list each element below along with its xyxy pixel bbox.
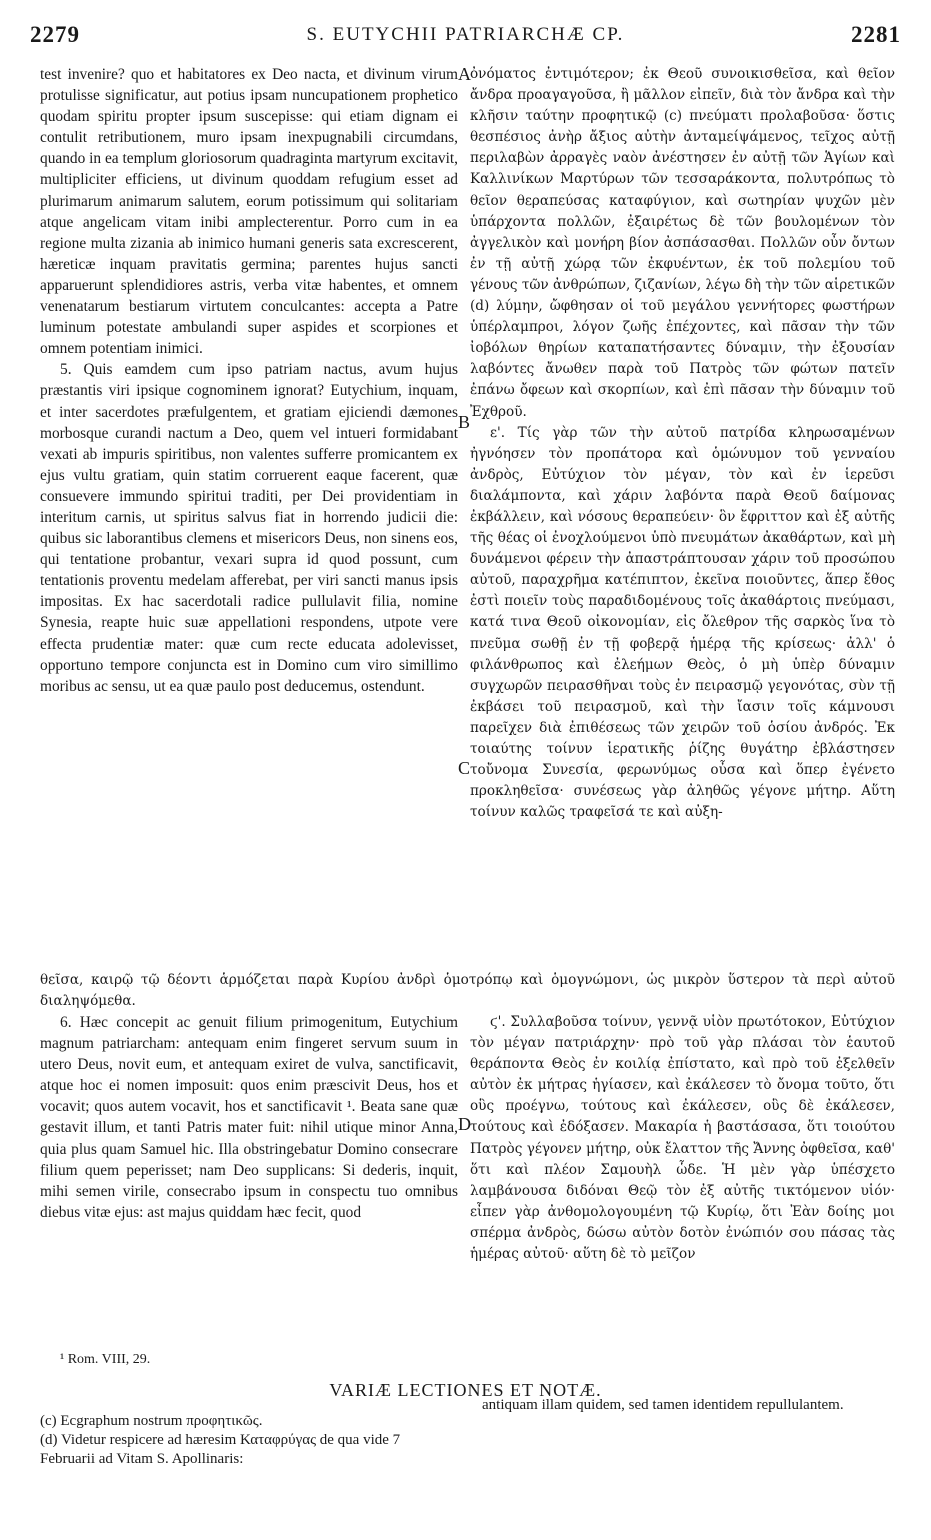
latin-column-top: [40, 64, 458, 697]
greek-full-width-line: θεῖσα, καιρῷ τῷ δέοντι ἁρμόζεται παρὰ Κυρίου ἀνδρὶ ὁμοτρόπῳ καὶ ὁμογνώμονι, ὡς μικρὸν ὕστερον τὰ περὶ αὐτοῦ διαληψόμεθα.: [40, 972, 895, 1010]
notes-title: VARIÆ LECTIONES ET NOTÆ.: [329, 1380, 602, 1400]
latin-paragraph: 5. Quis eamdem cum ipso patriam nactus, avum hujus præstantis viri ipsique cognominem ignorat? Eutychium, inquam, et inter sacerdotes præfulgentem, et gratiam ejiciendi dæmones morbosque curandi nactum a Deo, quem vel intueri formidabant vexati ab impuris spiritibus, non valentes sufferre promicantem ex ejus vultu gratiam, quin statim corruerent eaque facerent, quæ consuevere immundo spiritui traditi, per Dei providentiam in interitum carnis, ut spiritus salvus fiat in horrendo judicii die: quibus sic laborantibus clemens et misericors Deus, non sinens eos, qui tentatione probantur, vexari supra id quod possunt, cum tentationis proventu medelam afferebat, per viri sancti manus ipsis impositas. Ex hac sacerdotali radice pullulavit filia, nomine Synesia, reapte huic suæ appellationi respondens, utpote vere effecta prudentiæ mater: quæ cum recte educata adolevisset, opportuno tempore conjuncta est in Domino cum viro simillimo moribus ac sensu, ut ea quæ paulo post deducemus, ostendunt.: [40, 361, 458, 695]
greek-column-top: [470, 64, 895, 823]
note-entry: (c) Ecgraphum nostrum προφητικῶς.: [40, 1413, 263, 1429]
margin-marker-d: D: [458, 1114, 471, 1134]
margin-marker-a: A: [458, 64, 471, 84]
greek-paragraph: ϛ'. Συλλαβοῦσα τοίνυν, γεννᾷ υἱὸν πρωτότοκον, Εὐτύχιον τὸν μέγαν πατριάρχην· πρὸ τοῦ γὰρ πλάσαι τὸν ἑαυτοῦ θεράποντα Θεὸς ἐν κοιλίᾳ ἐπίστατο, καὶ πρὸ τοῦ ἐξελθεῖν αὐτὸν ἐκ μήτρας ἡγίασεν, καὶ ἐκάλεσεν τὸ ὄνομα τοῦτο, ὅτι οὓς προέγνω, τούτους καὶ ἐκάλεσεν, οὓς δὲ ἐκάλεσεν, τούτους καὶ ἐδόξασεν. Μακαρία ἡ βαστάσασα, ὅτι τοιούτου Πατρὸς γέγονεν μήτηρ, οὐκ ἔλαττον τῆς Ἄννης ὀφθεῖσα, καθ' ὅτι καὶ πλέον Σαμουὴλ ὧδε. Ἡ μὲν γὰρ ὑπέσχετο λαμβάνουσα διδόναι Θεῷ τὸν ἐξ αὐτῆς τικτόμενον υἱόν· εἶπεν γὰρ ἀνθομολογουμένη τῷ Κυρίῳ, ὅτι Ἐὰν δοίης μοι σπέρμα ἀνδρὸς, δώσω αὐτὸν δοτὸν ἐνώπιόν σου πάσας τὰς ἡμέρας αὐτοῦ· αὕτη δὲ τὸ μεῖζον: [470, 1014, 895, 1263]
margin-marker-b: B: [458, 412, 471, 432]
margin-marker-c: C: [458, 758, 471, 778]
page-number-left: 2279: [30, 22, 80, 47]
greek-paragraph: ὀνόματος ἐντιμότερον; ἐκ Θεοῦ συνοικισθεῖσα, καὶ θεῖον ἄνδρα προαγαγοῦσα, ἢ μᾶλλον εἰπεῖν, διὰ τὸν ἄνδρα καὶ τὴν κλῆσιν ταύτην προφητικῷ (c) πνεύματι προλαβοῦσα· ὅστις θεσπέσιος ἀνὴρ ἄξιος αὐτὴν ἀνταμείψάμενος, τεῖχος αὐτῇ περιλαβὼν ἀρραγὲς ναὸν ἀνέστησεν ἐν αὐτῇ τῶν Ἁγίων καὶ Καλλινίκων Μαρτύρων τῶν τεσσαράκοντα, πολυτρόπως τὸ θεῖον θεραπεύσας καταφύγιον, καὶ σωτηρίαν ψυχῶν μὲν ὑπάρχοντα πολλῶν, ἐξαιρέτως δὲ τῶν βουλομένων τὸν ἀγγελικὸν καὶ μονήρη βίον ἀσπάσασθαι. Πολλῶν οὖν ὄντων ἐν τῇ αὐτῇ χώρᾳ τῶν ἐκφυέντων, ἐκ τοῦ πολεμίου τοῦ γένους τῶν ἀνθρώπων, ζιζανίων, λέγω δὴ τὴν τῶν αἱρετικῶν (d) λύμην, ὤφθησαν οἱ τοῦ μεγάλου γεννήτορες φωστήρων ὑπέρλαμπροι, λόγον ζωῆς ἐπέχοντες, καὶ πᾶσαν τὴν τῶν ἰοβόλων θηρίων καταπατήσαντες δύναμιν, τὴν ἐξουσίαν λαβόντες ἄνωθεν παρὰ τοῦ Πατρὸς τῶν φώτων πατεῖν ἐπάνω ὄφεων καὶ σκορπίων, καὶ ἐπὶ πᾶσαν τὴν δύναμιν τοῦ Ἐχθροῦ.: [470, 66, 895, 420]
note-entry: antiquam illam quidem, sed tamen identidem repullulantem.: [482, 1397, 844, 1413]
note-entry: (d) Videtur respicere ad hæresim Καταφρύγας de qua vide 7 Februarii ad Vitam S. Apollinaris:: [40, 1432, 401, 1467]
latin-paragraph: test invenire? quo et habitatores ex Deo nacta, et divinum virum protulisse significatur, aut potius ipsam nuncupationem prophetico quodam spiritu propter ipsum suscepisse: qui etiam dignam ei contulit retributionem, muro ipsam inexpugnabili circumdans, quando in ea templum gloriosorum quadraginta martyrum excitavit, multipliciter efficiens, ut divinum quoddam refugium esset ad plurimarum animarum salutem, eorum potissimum qui solitariam atque angelicam vitam inibi amplecterentur. Porro cum in ea regione multa zizania ab inimico humani generis sata excrescerent, hæreticæ inquam pravitatis germina; parentes hujus sancti apparuerunt splendidiores astris, verba vitæ habentes, et omnem venenatarum bestiarum virtutem conculcantes: accepta a Patre luminum potestate ambulandi super aspides et scorpiones et omnem potentiam inimici.: [40, 66, 459, 358]
page-number-right: 2281: [851, 22, 901, 47]
footnote: ¹ Rom. VIII, 29.: [60, 1352, 151, 1367]
running-title: S. EUTYCHII PATRIARCHÆ CP.: [306, 24, 625, 45]
notes-left-column: [40, 1412, 458, 1469]
greek-paragraph: ε'. Τίς γὰρ τῶν τὴν αὐτοῦ πατρίδα κληρωσαμένων ἠγνόησεν τὸν προπάτορα καὶ ὁμώνυμον τοῦ γενναίου ἀνδρὸς, Εὐτύχιον τὸν μέγαν, τὸν καὶ ἐν ἱερεῦσι διαλάμποντα, καὶ χάριν λαβόντα παρὰ Θεοῦ δαίμονας ἐκβάλλειν, καὶ νόσους θεραπεύειν· ὃν ἔφριττον καὶ ἐξ αὐτῆς τῆς θέας οἱ ἐνοχλούμενοι ὑπὸ πνευμάτων ἀκαθάρτων, καὶ μὴ δυνάμενοι φέρειν τὴν ἀπαστράπτουσαν χάριν τοῦ προσώπου αὐτοῦ, παραχρῆμα κατέπιπτον, ἐκεῖνα ποιοῦντες, ἅπερ ἔθος ἐστὶ ποιεῖν τοὺς παραδιδομένους τοῖς ἀκαθάρτοις πνεύμασι, κατά τινα Θεοῦ οἰκονομίαν, εἰς ὄλεθρον τῆς σαρκὸς ἵνα τὸ πνεῦμα σωθῇ ἐν τῇ φοβερᾷ ἡμέρᾳ τῆς κρίσεως· ἀλλ' ὁ φιλάνθρωπος καὶ ἐλεήμων Θεὸς, ὁ μὴ ὑπὲρ δύναμιν συγχωρῶν πειρασθῆναι τοὺς ἐν πειρασμῷ γεγονότας, σὺν τῇ ἐκβάσει τοῦ πειρασμοῦ, καὶ τὴν ἴασιν τοῖς κάμνουσι παρεῖχεν διὰ ἐπιθέσεως τῶν χειρῶν τοῦ ὁσίου ἀνδρός. Ἐκ τοιαύτης τοίνυν ἱερατικῆς ῥίζης θυγάτηρ ἐβλάστησεν τοὔνομα Συνεσία, φερωνύμως οὖσα καὶ ὅπερ ἐγένετο προκληθεῖσα· συνέσεως γὰρ ἀληθῶς γέγονε μήτηρ. Αὕτη τοίνυν καλῶς τραφεῖσά τε καὶ αὐξη-: [470, 424, 895, 821]
latin-paragraph: 6. Hæc concepit ac genuit filium primogenitum, Eutychium magnum patriarcham: antequam enim fingeret servum suum in utero Deus, novit eum, et antequam exiret de vulva, sanctificavit, atque hoc ei nomen imposuit: quos enim præscivit Deus, hos et vocavit; quos autem vocavit, hos et sanctificavit ¹. Beata sane quæ gestavit illum, et tanti Patris mater fuit: nihil utique minor Anna, quia plus quam Samuel hic. Illa obstringebatur Domino consecrare filium quem peperisset; nam Deo supplicans: Si dederis, inquit, mihi semen virile, consecrabo ipsum in conspectu tuo omnibus diebus vitæ ejus: ast majus quiddam hæc fecit, quod: [40, 1014, 458, 1221]
page-header: [30, 22, 901, 56]
latin-column-bottom: [40, 1012, 458, 1223]
notes-right-column: [482, 1396, 895, 1415]
greek-column-bottom: [470, 1012, 895, 1265]
